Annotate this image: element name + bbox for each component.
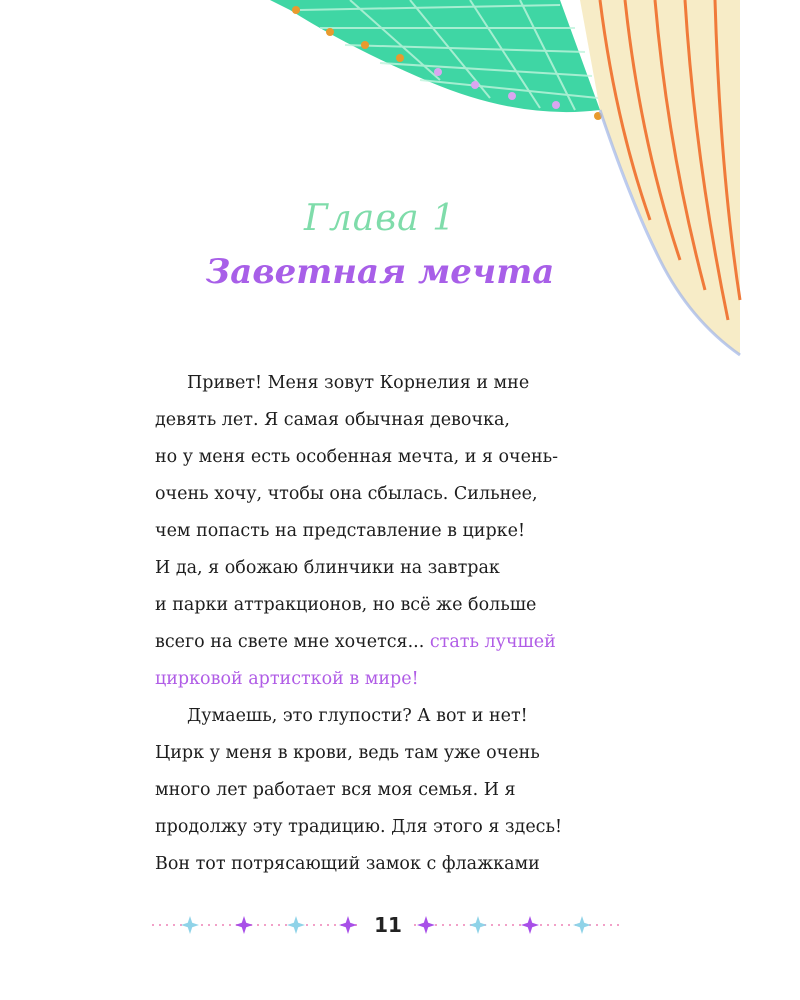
text-line: чем попасть на представление в цирке! (155, 521, 525, 541)
text-line: Цирк у меня в крови, ведь там уже очень (155, 743, 540, 763)
highlighted-text: стать лучшей (429, 632, 556, 652)
page-footer (0, 905, 800, 945)
text-line: продолжу эту традицию. Для этого я здесь! (155, 817, 563, 837)
chapter-title: Заветная мечта (205, 252, 555, 292)
text-line: и парки аттракционов, но всё же больше (155, 595, 537, 615)
highlighted-text-line: цирковой артисткой в мире! (155, 669, 419, 689)
text-line: Привет! Меня зовут Корнелия и мне (187, 373, 530, 393)
chapter-label: Глава 1 (304, 198, 456, 239)
chapter-body (155, 365, 625, 883)
text-line: много лет работает вся моя семья. И я (155, 780, 516, 800)
text-line: девять лет. Я самая обычная девочка, (155, 410, 510, 430)
text-line: Думаешь, это глупости? А вот и нет! (187, 706, 528, 726)
page-number: 11 (374, 913, 402, 937)
text-line: очень хочу, чтобы она сбылась. Сильнее, (155, 484, 538, 504)
text-segment: всего на свете мне хочется... (155, 632, 430, 652)
text-line: Вон тот потрясающий замок с флажками (155, 854, 540, 874)
text-line: И да, я обожаю блинчики на завтрак (155, 558, 500, 578)
text-line-mixed (155, 624, 625, 661)
text-line: но у меня есть особенная мечта, и я очень- (155, 447, 559, 467)
